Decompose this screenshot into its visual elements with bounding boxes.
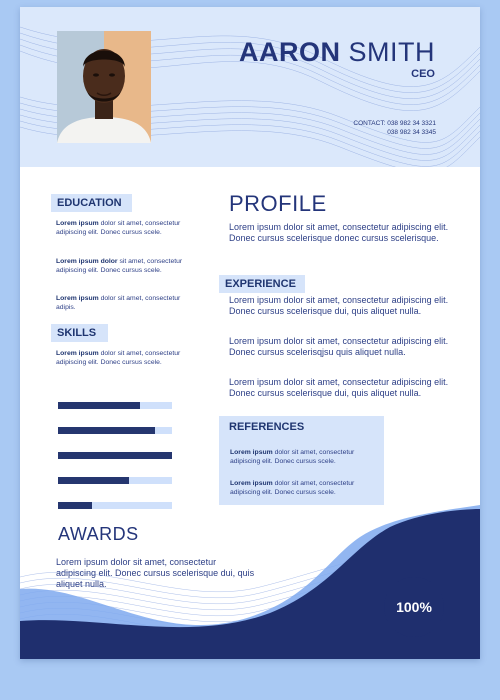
skill-bar — [58, 402, 172, 409]
person-portrait-icon — [57, 31, 151, 143]
percentage-badge: 100% — [384, 577, 444, 637]
experience-item: Lorem ipsum dolor sit amet, consectetur adipiscing elit. Donec cursus scelerisque dui, quis aliquet nulla. — [229, 295, 449, 316]
experience-item: Lorem ipsum dolor sit amet, consectetur adipiscing elit. Donec cursus scelerisque dui, quis aliquet nulla. — [229, 377, 449, 398]
skills-heading: SKILLS — [51, 324, 108, 342]
reference-entry: Lorem ipsum dolor sit amet, consectetur adipiscing elit. Donec cursus scele. — [230, 480, 355, 496]
skills-entry: Lorem ipsum dolor sit amet, consectetur adipiscing elit. Donec cursus scele. — [56, 350, 181, 366]
skill-bar-fill — [58, 452, 172, 459]
skill-bar — [58, 452, 172, 459]
experience-heading: EXPERIENCE — [219, 275, 305, 293]
awards-heading: AWARDS — [58, 524, 139, 544]
skill-bar-fill — [58, 477, 129, 484]
last-name: SMITH — [348, 37, 435, 67]
awards-text: Lorem ipsum dolor sit amet, consectetur adipiscing elit. Donec cursus scelerisque dui, quis aliquet nulla. — [56, 557, 255, 589]
references-box — [219, 416, 384, 505]
profile-photo — [57, 31, 151, 143]
skill-bar-fill — [58, 427, 155, 434]
reference-entry: Lorem ipsum dolor sit amet, consectetur adipiscing elit. Donec cursus scele. — [230, 449, 355, 465]
first-name: AARON — [238, 37, 341, 67]
skill-bar — [58, 477, 172, 484]
references-heading: REFERENCES — [229, 421, 305, 433]
education-entry: Lorem ipsum dolor sit amet, consectetur adipis. — [56, 295, 181, 311]
education-heading: EDUCATION — [51, 194, 132, 212]
skill-bar-fill — [58, 402, 140, 409]
profile-text: Lorem ipsum dolor sit amet, consectetur adipiscing elit. Donec cursus scelerisque donec cursus scelerisque. — [229, 222, 449, 243]
resume-page — [20, 7, 480, 659]
contact-info — [353, 119, 436, 137]
education-entry: Lorem ipsum dolor sit amet, consectetur adipiscing elit. Donec cursus scele. — [56, 258, 183, 274]
contact-line: CONTACT: 038 982 34 3321 — [353, 120, 436, 127]
person-name — [239, 37, 435, 68]
skill-bar — [58, 427, 172, 434]
resume-header — [20, 7, 480, 167]
job-title: CEO — [411, 68, 435, 80]
education-entry: Lorem ipsum dolor sit amet, consectetur adipiscing elit. Donec cursus scele. — [56, 220, 181, 236]
contact-line: 038 982 34 3345 — [387, 129, 436, 136]
experience-item: Lorem ipsum dolor sit amet, consectetur adipiscing elit. Donec cursus scelerisqjsu quis aliquet nulla. — [229, 336, 449, 357]
profile-heading: PROFILE — [229, 191, 327, 216]
